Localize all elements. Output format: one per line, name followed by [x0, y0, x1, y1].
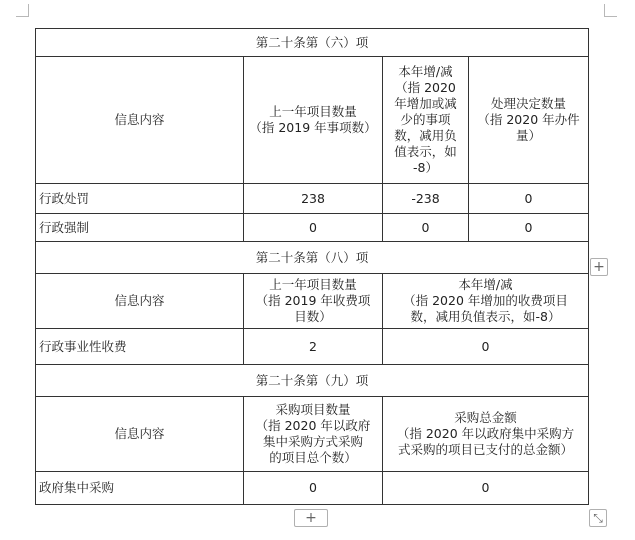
- section8-header-change: 本年增/减 （指 2020 年增加的收费项目 数，减用负值表示，如-8）: [383, 274, 589, 329]
- cell-change: 0: [383, 214, 469, 242]
- section8-header-info: 信息内容: [36, 274, 244, 329]
- row-label: 行政处罚: [36, 184, 244, 214]
- section8-title: 第二十条第（八）项: [36, 242, 589, 274]
- add-row-button[interactable]: +: [294, 509, 328, 527]
- page-corner-mark-right: [604, 4, 617, 17]
- page-corner-mark-left: [16, 4, 29, 17]
- table-resize-handle[interactable]: ⤡: [589, 509, 607, 527]
- cell-prev: 0: [244, 214, 383, 242]
- section8-header-prev-count: 上一年项目数量 （指 2019 年收费项 目数）: [244, 274, 383, 329]
- table-row: [36, 214, 589, 242]
- table-row: [36, 472, 589, 505]
- cell-decision: 0: [469, 184, 589, 214]
- row-label: 行政事业性收费: [36, 329, 244, 365]
- section9-title: 第二十条第（九）项: [36, 365, 589, 397]
- table-row: [36, 184, 589, 214]
- section9-header-count: 采购项目数量 （指 2020 年以政府 集中采购方式采购 的项目总个数）: [244, 397, 383, 472]
- cell-amount: 0: [383, 472, 589, 505]
- section9-header-info: 信息内容: [36, 397, 244, 472]
- section6-header-change: 本年增/减 （指 2020 年增加或减 少的事项 数，减用负 值表示，如 -8）: [383, 57, 469, 184]
- cell-decision: 0: [469, 214, 589, 242]
- cell-change: 0: [383, 329, 589, 365]
- cell-prev: 2: [244, 329, 383, 365]
- cell-change: -238: [383, 184, 469, 214]
- cell-count: 0: [244, 472, 383, 505]
- document-table: [35, 28, 589, 505]
- section6-header-prev-count: 上一年项目数量 （指 2019 年事项数）: [244, 57, 383, 184]
- section9-header-amount: 采购总金额 （指 2020 年以政府集中采购方 式采购的项目已支付的总金额）: [383, 397, 589, 472]
- table-row: [36, 329, 589, 365]
- row-label: 行政强制: [36, 214, 244, 242]
- section6-header-info: 信息内容: [36, 57, 244, 184]
- section6-header-decision: 处理决定数量 （指 2020 年办件 量）: [469, 57, 589, 184]
- cell-prev: 238: [244, 184, 383, 214]
- section6-title: 第二十条第（六）项: [36, 29, 589, 57]
- row-label: 政府集中采购: [36, 472, 244, 505]
- add-column-button[interactable]: +: [590, 258, 608, 276]
